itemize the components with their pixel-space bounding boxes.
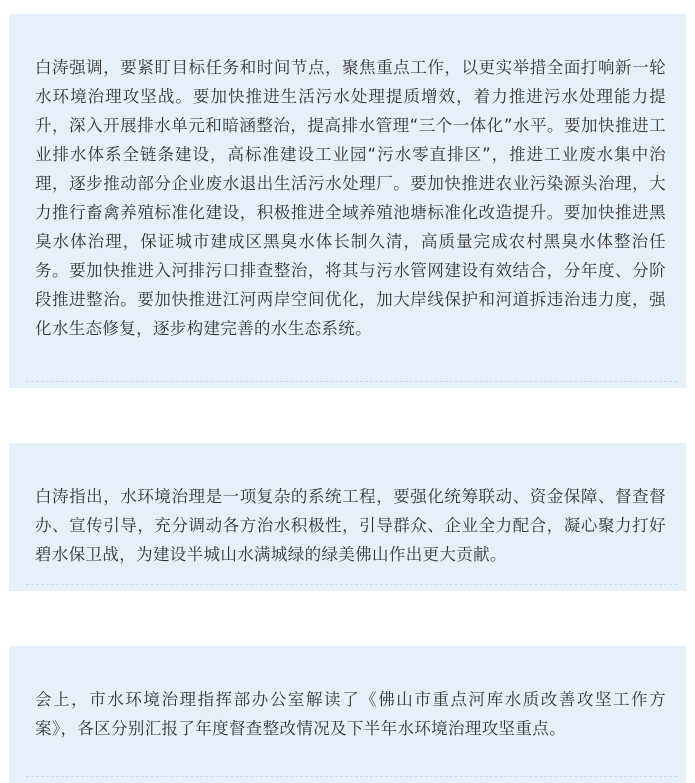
paragraph-card-1 xyxy=(9,14,686,388)
paragraph-text-2: 白涛指出，水环境治理是一项复杂的系统工程，要强化统筹联动、资金保障、督查督办、宣传引导，充分调动各方治水积极性，引导群众、企业全力配合，凝心聚力打好碧水保卫战，为建设半城山水满城绿的绿美佛山作出更大贡献。 xyxy=(35,487,666,564)
paragraph-text-1: 白涛强调，要紧盯目标任务和时间节点，聚焦重点工作，以更实举措全面打响新一轮水环境治理攻坚战。要加快推进生活污水处理提质增效，着力推进污水处理能力提升，深入开展排水单元和暗涵整治，提高排水管理“三个一体化”水平。要加快推进工业排水体系全链条建设，高标准建设工业园“污水零直排区”，推进工业废水集中治理，逐步推动部分企业废水退出生活污水处理厂。要加快推进农业污染源头治理，大力推行畜禽养殖标准化建设，积极推进全域养殖池塘标准化改造提升。要加快推进黑臭水体治理，保证城市建成区黑臭水体长制久清，高质量完成农村黑臭水体整治任务。要加快推进入河排污口排查整治，将其与污水管网建设有效结合，分年度、分阶段推进整治。要加快推进江河两岸空间优化，加大岸线保护和河道拆违治违力度，强化水生态修复，逐步构建完善的水生态系统。 xyxy=(35,58,666,338)
paragraph-card-2 xyxy=(9,443,686,591)
paragraph-card-3 xyxy=(9,646,686,783)
paragraph-text-3: 会上，市水环境治理指挥部办公室解读了《佛山市重点河库水质改善攻坚工作方案》，各区分别汇报了年度督查整改情况及下半年水环境治理攻坚重点。 xyxy=(35,690,666,738)
